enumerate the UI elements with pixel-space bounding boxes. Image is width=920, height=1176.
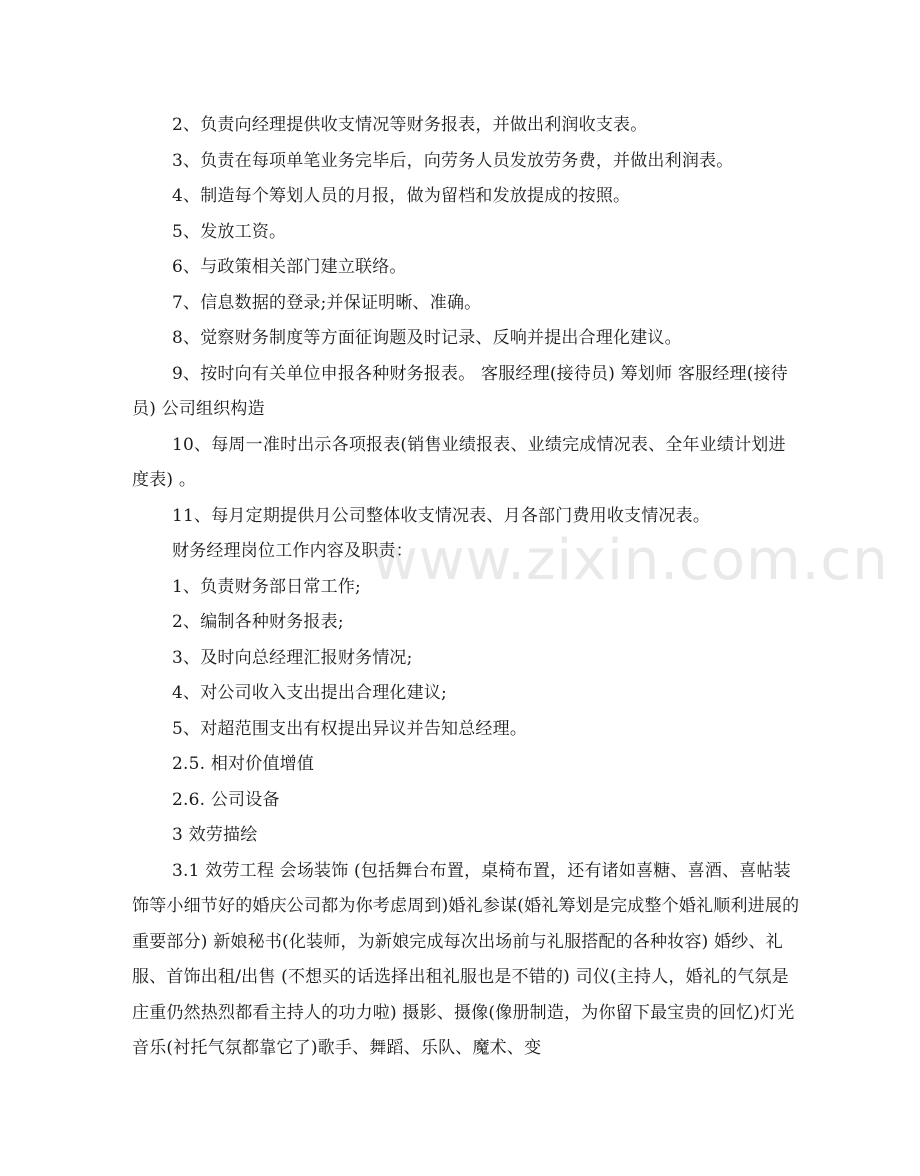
section-heading: 2.5. 相对价值增值	[172, 754, 315, 774]
section-heading: 2.6. 公司设备	[172, 789, 280, 810]
paragraph: 7、信息数据的登录;并保证明晰、准确。	[172, 292, 482, 313]
paragraph: 4、对公司收入支出提出合理化建议;	[172, 683, 447, 703]
paragraph: 2、负责向经理提供收支情况等财务报表，并做出利润收支表。	[172, 115, 648, 135]
paragraph: 2、编制各种财务报表;	[172, 612, 344, 632]
paragraph: 6、与政策相关部门建立联络。	[172, 257, 407, 277]
watermark: www.zixin.com.cn	[372, 528, 889, 593]
paragraph: 3、及时向总经理汇报财务情况;	[172, 647, 413, 668]
paragraph: 4、制造每个筹划人员的月报，做为留档和发放提成的按照。	[172, 186, 631, 206]
section-heading: 3 效劳描绘	[172, 825, 258, 845]
document-body	[132, 108, 800, 1067]
paragraph: 11、每月定期提供月公司整体收支情况表、月各部门费用收支情况表。	[172, 505, 711, 526]
paragraph: 5、对超范围支出有权提出异议并告知总经理。	[172, 718, 528, 739]
paragraph: 8、觉察财务制度等方面征询题及时记录、反响并提出合理化建议。	[172, 328, 682, 348]
paragraph: 5、发放工资。	[172, 221, 287, 242]
section-heading: 财务经理岗位工作内容及职责：	[172, 541, 413, 561]
paragraph: 10、每周一准时出示各项报表(销售业绩报表、业绩完成情况表、全年业绩计划进度表) 。	[132, 434, 786, 490]
paragraph: 3、负责在每项单笔业务完毕后，向劳务人员发放劳务费，并做出利润表。	[172, 150, 734, 171]
paragraph: 9、按时向有关单位申报各种财务报表。 客服经理(接待员) 筹划师 客服经理(接待员) 公司组织构造	[132, 363, 788, 419]
paragraph: 1、负责财务部日常工作;	[172, 576, 361, 597]
paragraph: 3.1 效劳工程 会场装饰 (包括舞台布置，桌椅布置，还有诸如喜糖、喜酒、喜帖装饰等小细节好的婚庆公司都为你考虑周到)婚礼参谋(婚礼筹划是完成整个婚礼顺利进展的重要部分) 新娘秘书(化装师，为新娘完成每次出场前与礼服搭配的各种妆容) 婚纱、礼服、首饰出租/出售 (不想买的话选择出租礼服也是不错的) 司仪(主持人，婚礼的气氛是庄重仍然热烈都看主持人的功力啦) 摄影、摄像(像册制造，为你留下最宝贵的回忆)灯光音乐(衬托气氛都靠它了)歌手、舞蹈、乐队、魔术、变	[132, 860, 800, 1058]
